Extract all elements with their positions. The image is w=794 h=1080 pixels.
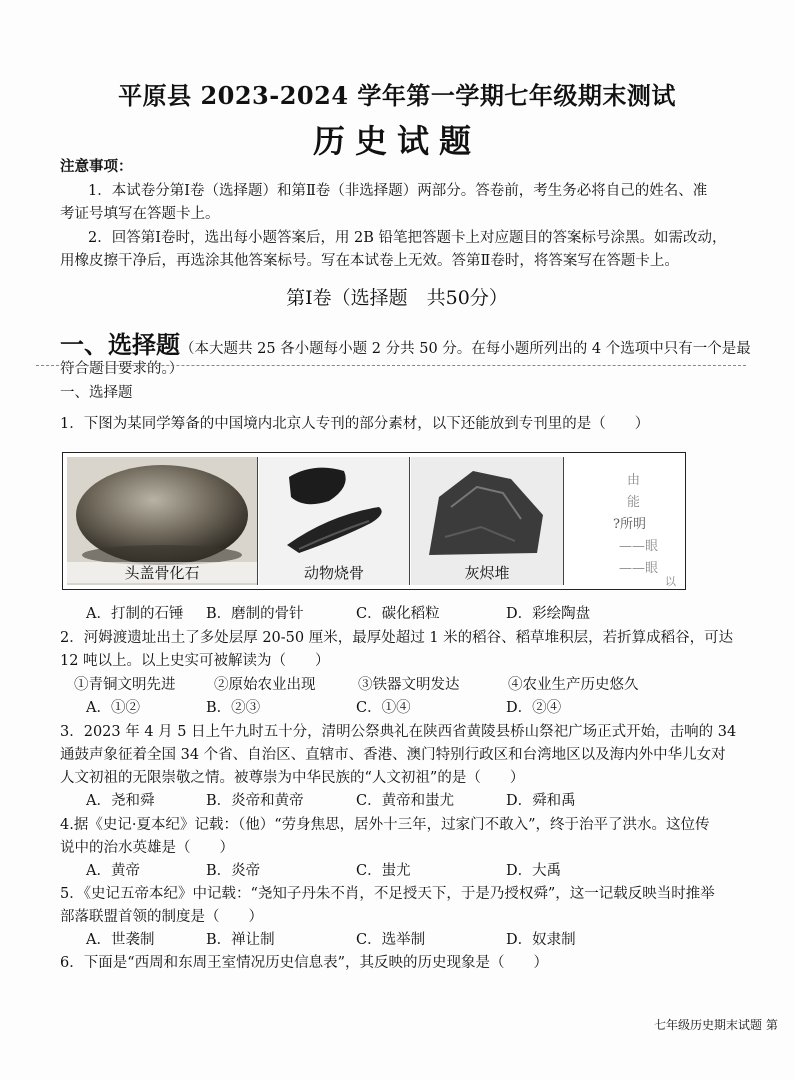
- part-header: [60, 325, 760, 360]
- q5-option-d: D．奴隶制: [506, 932, 576, 948]
- q3-options: [86, 791, 646, 811]
- q2-statement-2: ②原始农业出现: [214, 677, 316, 693]
- q1-options: [86, 604, 646, 624]
- q5-option-c: C．选举制: [356, 932, 426, 948]
- q3-option-d: D．舜和禹: [506, 793, 576, 809]
- faint-text-6: 以: [665, 575, 676, 588]
- q2-option-c: C．①④: [356, 700, 411, 716]
- section-title: 第Ⅰ卷（选择题 共50分）: [286, 287, 508, 309]
- q4-option-b: B．炎帝: [206, 863, 261, 879]
- q3-stem-line3: 人文初祖的无限崇敬之情。被尊崇为中华民族的“人文初祖”的是（ ）: [60, 770, 525, 786]
- q2-option-d: D．②④: [506, 700, 562, 716]
- q6-stem: 6．下面是“西周和东周王室情况历史信息表”，其反映的历史现象是（ ）: [60, 955, 549, 971]
- part-heading: 一、选择题: [60, 330, 180, 359]
- q3-stem-line2: 通鼓声象征着全国 34 个省、自治区、直辖市、香港、澳门特别行政区和台湾地区以及海内外中华儿女对: [60, 747, 726, 763]
- figure-panel-ash: [411, 457, 564, 585]
- sub-heading: 一、选择题: [60, 385, 133, 401]
- exam-subtitle: 历史试题: [312, 122, 481, 160]
- q2-stem-line2: 12 吨以上。以上史实可被解读为（ ）: [60, 653, 330, 669]
- dashed-divider: [36, 365, 746, 370]
- q3-option-c: C．黄帝和蚩尤: [356, 793, 455, 809]
- figure-panel-skull: [67, 457, 258, 585]
- q5-option-a: A．世袭制: [86, 932, 155, 948]
- notes-item1-line2: 考证号填写在答题卡上。: [60, 206, 220, 222]
- q4-options: [86, 861, 646, 881]
- q3-option-b: B．炎帝和黄帝: [206, 793, 304, 809]
- page-footer: 七年级历史期末试题 第: [654, 1018, 778, 1032]
- figure-panel-faint: [565, 457, 683, 588]
- q1-option-a: A．打制的石锤: [86, 606, 184, 622]
- q2-statement-1: ①青铜文明先进: [74, 677, 176, 693]
- q1-option-c: C．碳化稻粒: [356, 606, 440, 622]
- notes-item2-line2: 用橡皮擦干净后，再选涂其他答案标号。写在本试卷上无效。答第Ⅱ卷时，将答案写在答题卡上。: [60, 253, 679, 269]
- q4-stem-line2: 说中的治水英雄是（ ）: [60, 840, 234, 856]
- q5-option-b: B．禅让制: [206, 932, 275, 948]
- q2-option-a: A．①②: [86, 700, 140, 716]
- faint-text-2: 能: [627, 495, 641, 510]
- q4-option-a: A．黄帝: [86, 863, 140, 879]
- q4-option-c: C．蚩尤: [356, 863, 411, 879]
- q2-stem-line1: 2．河姆渡遗址出土了多处层厚 20-50 厘米，最厚处超过 1 米的稻谷、稻草堆积层，若折算成稻谷，可达: [60, 630, 734, 646]
- q1-figure: [62, 452, 686, 590]
- q2-statement-3: ③铁器文明发达: [358, 677, 460, 693]
- figure-panel-bones: [259, 457, 410, 585]
- notes-item1-line1: 1．本试卷分第Ⅰ卷（选择题）和第Ⅱ卷（非选择题）两部分。答卷前，考生务必将自己的姓名、准: [88, 183, 708, 199]
- notes-heading: 注意事项：: [60, 158, 133, 175]
- part-desc-line2: 符合题目要求的。）: [60, 361, 184, 377]
- q2-options: [86, 698, 646, 718]
- q1-option-d: D．彩绘陶盘: [506, 606, 591, 622]
- q2-statement-4: ④农业生产历史悠久: [508, 677, 639, 693]
- caption-ash: 灰烬堆: [464, 564, 510, 582]
- exam-title: 平原县 2023-2024 学年第一学期七年级期末测试: [118, 81, 676, 110]
- q1-stem: 1．下图为某同学筹备的中国境内北京人专刊的部分素材，以下还能放到专刊里的是（ ）: [60, 416, 650, 432]
- faint-text-3: ?所明: [613, 517, 646, 532]
- q2-statements: [74, 675, 714, 695]
- q4-stem-line1: 4.据《史记·夏本纪》记载：（他）“劳身焦思，居外十三年，过家门不敢入”，终于治平了洪水。这位传: [60, 817, 710, 833]
- caption-skull: 头盖骨化石: [67, 562, 257, 583]
- notes-item2-line1: 2．回答第Ⅰ卷时，选出每小题答案后，用 2B 铅笔把答题卡上对应题目的答案标号涂黑。如需改动，: [88, 230, 727, 246]
- q2-option-b: B．②③: [206, 700, 261, 716]
- faint-text-1: 由: [627, 473, 641, 488]
- q3-option-a: A．尧和舜: [86, 793, 155, 809]
- faint-text-4: ——眼: [619, 539, 659, 554]
- q4-option-d: D．大禹: [506, 863, 562, 879]
- q3-stem-line1: 3．2023 年 4 月 5 日上午九时五十分，清明公祭典礼在陕西省黄陵县桥山祭祀广场正式开始，击响的 34: [60, 724, 737, 740]
- part-desc-line1: （本大题共 25 各小题每小题 2 分共 50 分。在每小题所列出的 4 个选项中只有一个是最: [180, 341, 751, 357]
- faint-text-5: ——眼: [619, 561, 659, 576]
- q5-stem-line1: 5．《史记五帝本纪》中记载：“尧知子丹朱不肖，不足授天下，于是乃授权舜”，这一记载反映当时推举: [60, 886, 715, 902]
- caption-bones: 动物烧骨: [303, 564, 364, 582]
- q5-stem-line2: 部落联盟首领的制度是（ ）: [60, 909, 263, 925]
- q5-options: [86, 930, 646, 950]
- q1-option-b: B．磨制的骨针: [206, 606, 304, 622]
